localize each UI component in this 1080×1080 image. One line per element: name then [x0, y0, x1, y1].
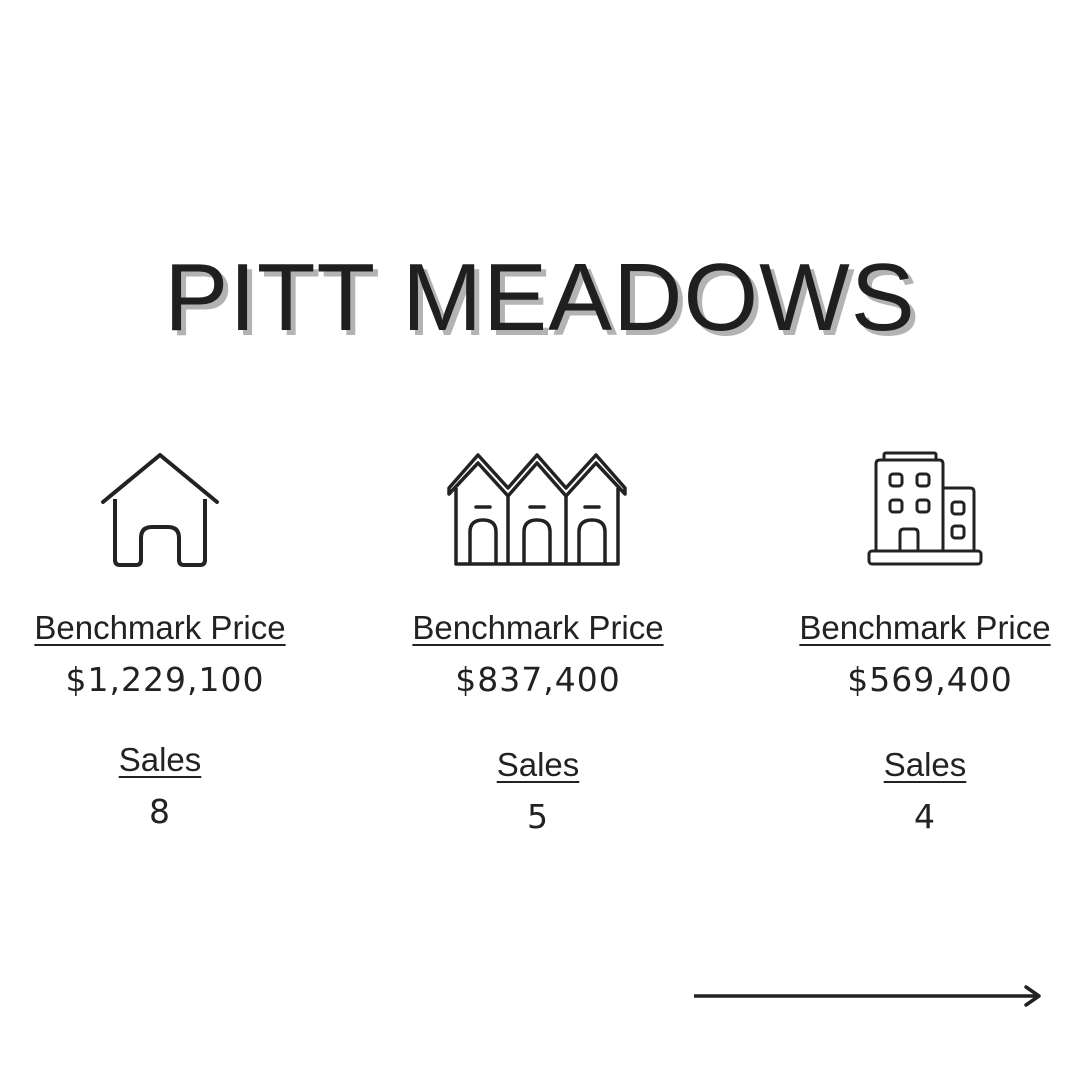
benchmark-price-label-detached: Benchmark Price [34, 609, 286, 646]
arrow-right-icon[interactable] [694, 984, 1044, 1013]
sales-value-detached: 8 [149, 792, 171, 831]
sales-label-detached: Sales [118, 741, 202, 778]
sales-value-townhouse: 5 [527, 797, 549, 836]
sales-value-apartment: 4 [914, 797, 936, 836]
benchmark-price-label-townhouse: Benchmark Price [412, 609, 664, 646]
page-title: PITT MEADOWS [164, 244, 916, 351]
sales-label-apartment: Sales [883, 746, 967, 783]
townhouse-icon [446, 450, 628, 568]
benchmark-price-value-apartment: $569,400 [847, 660, 1013, 699]
apartment-building-icon [866, 450, 984, 568]
benchmark-price-label-apartment: Benchmark Price [799, 609, 1051, 646]
sales-label-townhouse: Sales [496, 746, 580, 783]
benchmark-price-value-townhouse: $837,400 [455, 660, 621, 699]
benchmark-price-value-detached: $1,229,100 [65, 660, 265, 699]
detached-house-icon [100, 452, 220, 568]
